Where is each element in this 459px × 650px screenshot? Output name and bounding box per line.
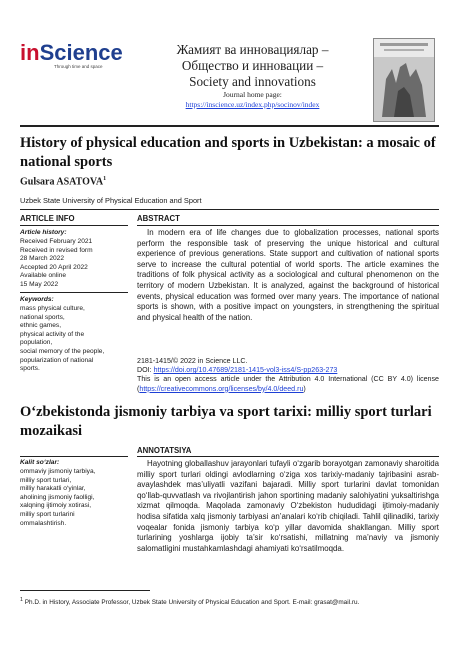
doi-label: DOI: — [137, 366, 154, 375]
doi-line — [137, 366, 439, 375]
divider — [137, 225, 439, 226]
author-name-text: Gulsara ASATOVA — [20, 176, 104, 188]
divider — [137, 456, 439, 457]
journal-title-en: Society and innovations — [189, 74, 316, 89]
divider — [20, 209, 439, 210]
abstract-text: In modern era of life changes due to globalization processes, national sports perform the responsible task of preserving the unique historical and cultural experience of previous generations. State support and cultivation of national sports serve to increase the cultural potential of world sports. The article examines the traditions of folk physical activity as a sociological and cultural phenomenon on the territory of modern Uzbekistan. It is analyzed, against the background of historical events, physical education was formed over many years. The importance of national sports is shown, with a positive impact on youngsters, in strengthening the spiritual and physical health of the nation. — [137, 228, 439, 322]
issn-line: 2181-1415/© 2022 in Science LLC. — [137, 357, 248, 365]
logo-tagline: Through time and space — [54, 64, 103, 69]
footnote-mark: 1 — [20, 597, 23, 603]
license-line — [137, 375, 439, 393]
license-end: ) — [303, 384, 306, 393]
journal-title-ru: Общество и инновации – — [181, 58, 324, 73]
uz-keywords-label: Kalit so‘zlar: — [20, 459, 60, 466]
homepage-label: Journal home page: — [223, 90, 282, 99]
article-info-heading: ARTICLE INFO — [20, 214, 75, 223]
uz-article-title: O‘zbekistonda jismoniy tarbiya va sport tarixi: milliy sport turlari mozaikasi — [20, 404, 432, 439]
author-name — [20, 176, 106, 187]
keywords-label: Keywords: — [20, 296, 54, 303]
article-metadata — [137, 357, 439, 394]
publisher-logo — [20, 40, 122, 84]
license-link[interactable]: https://creativecommons.org/licenses/by/4.0/deed.ru — [139, 384, 304, 393]
license-text: This is an open access article under the Attribution 4.0 International (CC BY 4.0) license ( — [137, 375, 439, 393]
abstract-heading: ABSTRACT — [137, 214, 180, 223]
logo-science-text: Science — [39, 40, 123, 65]
annotatsiya-heading: ANNOTATSIYA — [137, 446, 192, 455]
uz-keywords-list: ommaviy jismoniy tarbiya, milliy sport turlari, milliy harakatli o‘yinlar, aholining jismoniy faolligi, xalqning ijtimoiy xotirasi, milliy sport turlarini ommalashtirish. — [20, 468, 96, 527]
keywords-list: mass physical culture, national sports, ethnic games, physical activity of the population, social memory of the people, popularization of national sports. — [20, 305, 105, 373]
footnote-rule — [20, 590, 150, 591]
article-history-label: Article history: — [20, 229, 67, 236]
author-affiliation: Uzbek State University of Physical Education and Sport — [20, 196, 202, 205]
journal-title-uz: Жамият ва инновациялар – — [176, 42, 329, 57]
footnote-text: Ph.D. in History, Associate Professor, Uzbek State University of Physical Education and Sport. E-mail: grasat@mail.ru. — [22, 599, 360, 607]
header-rule — [20, 125, 439, 127]
doi-link[interactable]: https://doi.org/10.47689/2181-1415-vol3-iss4/S-pp263-273 — [153, 366, 338, 375]
logo-in-text: in — [20, 40, 40, 65]
homepage-link[interactable]: https://inscience.uz/index.php/socinov/index — [185, 100, 320, 109]
article-history: Received February 2021 Received in revised form 28 March 2022 Accepted 20 April 2022 Available online 15 May 2022 — [20, 238, 93, 288]
article-title: History of physical education and sports in Uzbekistan: a mosaic of national sports — [20, 135, 436, 170]
footnote — [20, 596, 439, 607]
author-footnote-mark: 1 — [103, 176, 107, 182]
divider — [20, 456, 128, 457]
journal-cover-image — [373, 38, 435, 122]
divider — [20, 292, 128, 293]
divider — [20, 225, 128, 226]
journal-header — [140, 42, 365, 110]
annotatsiya-text: Hayotning globallashuv jarayonlari tufayli o‘zgarib borayotgan zamonaviy sharoitida milliy sport turlari oldingi avlodlarning o‘ziga xos tarixiy-madaniy tajribasini asrab-avaylashdek mas’uliyatli vazifani bajaradi. Milliy sport turlarini davlat tomonidan qo‘llab-quvvatlash va rivojlantirish jahon sportining madaniy salohiyatini yuksaltirishga xizmat qilmoqda. Maqolada zamonaviy O‘zbekiston hududidagi ijtimoiy-madaniy hodisa sifatida xalq jismoniy tarbiyasi an’analari ko‘rib chiqiladi. Tahlil qilinadiki, tarixiy voqealar fonida jismoniy tarbiya ko‘p yillar davomida shakllangan. Milliy sport turlarining yoshlarga ijobiy ta’sir ko‘rsatishi, millatning ma’naviy va jismoniy salomatligini mustahkamlashdagi ahamiyati ko‘rsatilmoqda. — [137, 459, 439, 553]
